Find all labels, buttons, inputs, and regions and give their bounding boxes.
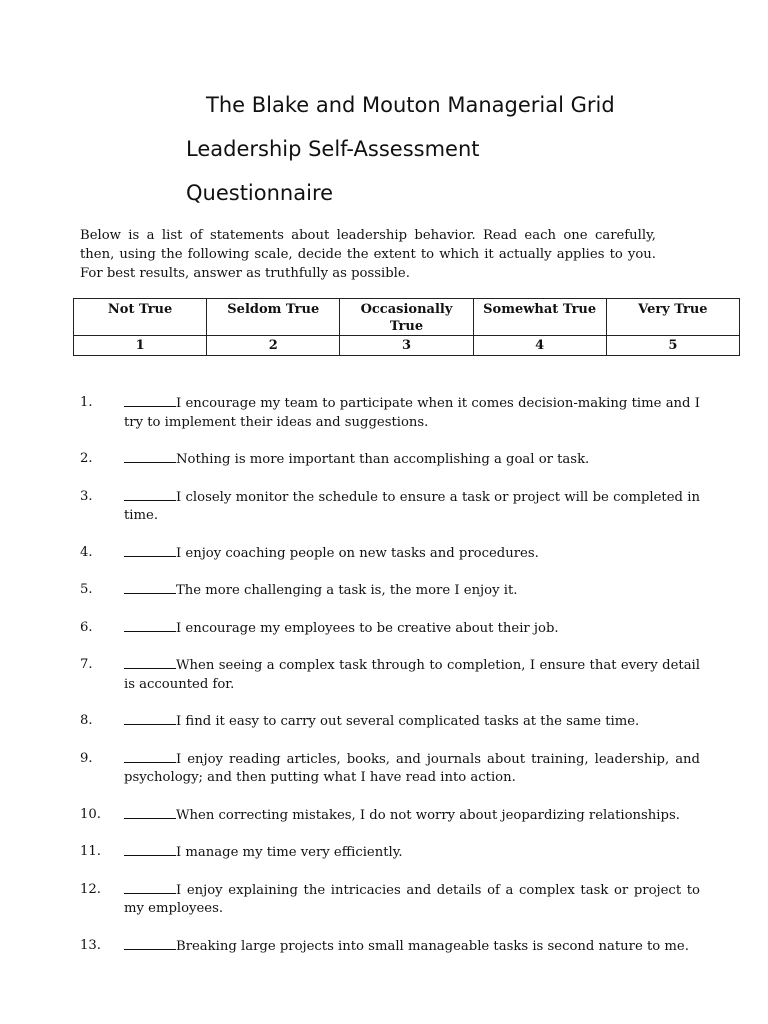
question-item-10 <box>80 806 700 826</box>
question-text: The more challenging a task is, the more I enjoy it. <box>176 583 518 598</box>
question-text: I closely monitor the schedule to ensure a task or project will be completed in time. <box>124 489 700 523</box>
question-text: I enjoy coaching people on new tasks and procedures. <box>176 545 539 561</box>
question-number: 3. <box>80 488 93 504</box>
question-item-9 <box>80 750 700 788</box>
question-item-8 <box>80 712 700 732</box>
question-item-3 <box>80 488 700 526</box>
question-item-6 <box>80 619 700 639</box>
question-number: 5. <box>80 582 93 597</box>
question-text: When seeing a complex task through to completion, I ensure that every detail is accounted for. <box>124 658 700 692</box>
question-number: 1. <box>80 395 93 410</box>
question-text: Nothing is more important than accomplishing a goal or task. <box>176 452 590 467</box>
answer-blank[interactable] <box>124 450 176 463</box>
answer-blank[interactable] <box>124 843 176 856</box>
answer-blank[interactable] <box>124 488 176 501</box>
answer-blank[interactable] <box>124 544 176 557</box>
question-text: I manage my time very efficiently. <box>176 845 403 860</box>
question-text: I enjoy explaining the intricacies and details of a complex task or project to my employees. <box>124 882 700 916</box>
scale-header-not-true: Not True <box>74 299 207 336</box>
answer-blank[interactable] <box>124 619 176 632</box>
question-item-12 <box>80 881 700 919</box>
question-number: 9. <box>80 750 93 766</box>
question-number: 7. <box>80 657 93 672</box>
scale-value-1: 1 <box>74 336 207 356</box>
question-text: Breaking large projects into small manageable tasks is second nature to me. <box>176 938 689 954</box>
question-item-1 <box>80 394 700 432</box>
scale-header-row <box>74 299 740 336</box>
question-item-4 <box>80 544 700 564</box>
scale-header-very-true: Very True <box>606 299 739 336</box>
document-title-line-1: The Blake and Mouton Managerial Grid <box>206 93 615 117</box>
scale-value-5: 5 <box>606 336 739 356</box>
answer-blank[interactable] <box>124 750 176 763</box>
question-number: 8. <box>80 713 93 728</box>
scale-header-occasionally-true: Occasionally True <box>340 299 473 336</box>
scale-value-3: 3 <box>340 336 473 356</box>
rating-scale-table <box>73 298 740 356</box>
question-number: 11. <box>80 844 101 859</box>
document-title-line-3: Questionnaire <box>186 181 334 205</box>
question-item-2 <box>80 450 700 470</box>
question-item-7 <box>80 656 700 694</box>
answer-blank[interactable] <box>124 656 176 669</box>
question-item-5 <box>80 581 700 601</box>
answer-blank[interactable] <box>124 937 176 950</box>
question-item-13 <box>80 937 700 957</box>
question-text: When correcting mistakes, I do not worry about jeopardizing relationships. <box>176 807 680 823</box>
question-number: 4. <box>80 544 93 560</box>
question-text: I encourage my team to participate when it comes decision-making time and I try to implement their ideas and suggestions. <box>124 396 700 430</box>
question-text: I encourage my employees to be creative about their job. <box>176 620 559 636</box>
answer-blank[interactable] <box>124 712 176 725</box>
question-number: 13. <box>80 937 101 953</box>
scale-value-2: 2 <box>207 336 340 356</box>
answer-blank[interactable] <box>124 881 176 894</box>
intro-paragraph: Below is a list of statements about leadership behavior. Read each one carefully, then, using the following scale, decide the extent to which it actually applies to you. For best results, answer as truthfully as possible. <box>80 228 656 281</box>
scale-value-row <box>74 336 740 356</box>
scale-header-seldom-true: Seldom True <box>207 299 340 336</box>
question-number: 10. <box>80 806 101 822</box>
question-number: 2. <box>80 451 93 466</box>
questions-list <box>80 394 700 974</box>
document-title-line-2: Leadership Self-Assessment <box>186 137 480 161</box>
scale-value-4: 4 <box>473 336 606 356</box>
question-number: 6. <box>80 619 93 635</box>
answer-blank[interactable] <box>124 806 176 819</box>
answer-blank[interactable] <box>124 581 176 594</box>
question-item-11 <box>80 843 700 863</box>
scale-header-somewhat-true: Somewhat True <box>473 299 606 336</box>
question-text: I find it easy to carry out several complicated tasks at the same time. <box>176 714 640 729</box>
question-number: 12. <box>80 881 101 897</box>
question-text: I enjoy reading articles, books, and journals about training, leadership, and psychology; and then putting what I have read into action. <box>124 751 700 785</box>
answer-blank[interactable] <box>124 394 176 407</box>
